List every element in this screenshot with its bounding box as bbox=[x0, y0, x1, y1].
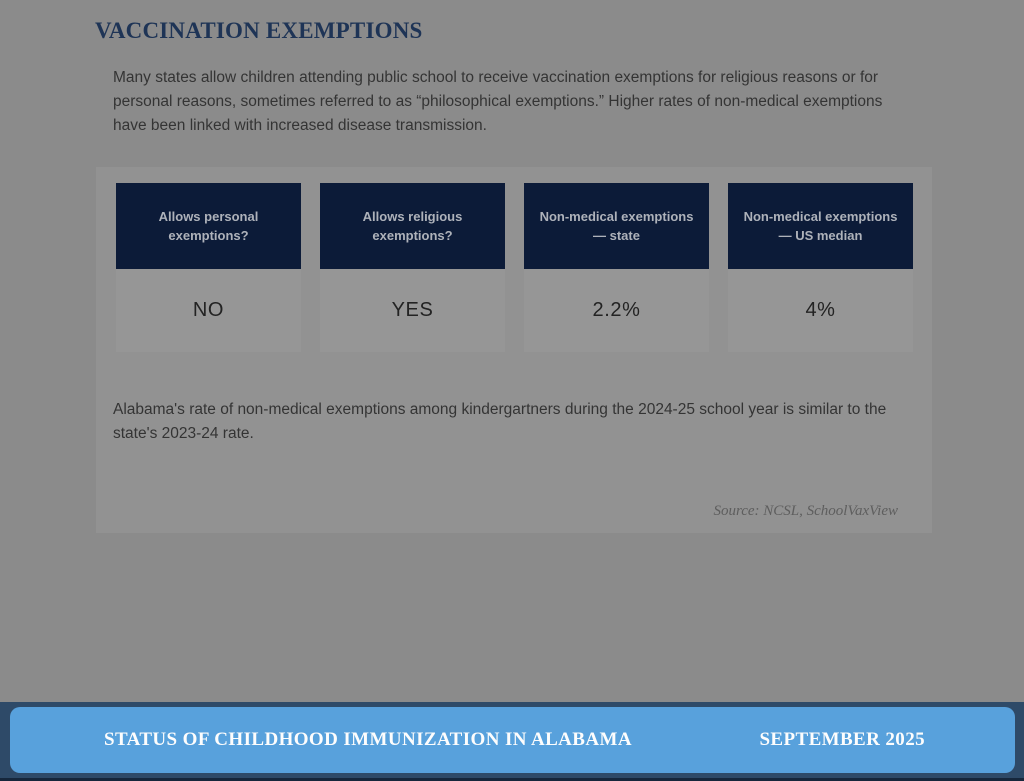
stat-label-line: Non-medical exemptions bbox=[743, 209, 898, 224]
stat-header-nonmedical-state bbox=[524, 183, 709, 269]
stat-label-line: exemptions? bbox=[372, 228, 453, 243]
stat-card-nonmedical-us-median bbox=[728, 183, 913, 352]
stat-card-personal-exemptions bbox=[116, 183, 301, 352]
stat-value-nonmedical-us-median: 4% bbox=[728, 269, 913, 352]
stat-label-line: Non-medical exemptions bbox=[539, 209, 694, 224]
stat-value-religious-exemptions: YES bbox=[320, 269, 505, 352]
stat-label-line: — US median bbox=[778, 228, 863, 243]
intro-paragraph: Many states allow children attending public school to receive vaccination exemptions for religious reasons or for personal reasons, sometimes referred to as “philosophical exemptions.” Higher rates of non-medical exemptions have been linked with increased disease transmission. bbox=[113, 69, 883, 134]
stat-value-personal-exemptions: NO bbox=[116, 269, 301, 352]
note-paragraph: Alabama's rate of non-medical exemptions among kindergartners during the 2024-25 school year is similar to the state's 2023-24 rate. bbox=[113, 401, 887, 442]
stat-header-religious-exemptions bbox=[320, 183, 505, 269]
stat-card-nonmedical-state bbox=[524, 183, 709, 352]
exemptions-panel bbox=[96, 167, 932, 533]
footer-date: SEPTEMBER 2025 bbox=[759, 729, 925, 750]
page-title: VACCINATION EXEMPTIONS bbox=[95, 18, 423, 43]
stat-label-line: exemptions? bbox=[168, 228, 249, 243]
stat-label-line: Allows personal bbox=[158, 209, 259, 224]
stat-header-nonmedical-us-median bbox=[728, 183, 913, 269]
stat-header-personal-exemptions bbox=[116, 183, 301, 269]
stat-card-religious-exemptions bbox=[320, 183, 505, 352]
stat-cards bbox=[116, 183, 913, 352]
footer-bar bbox=[10, 707, 1015, 773]
stat-label-line: — state bbox=[593, 228, 640, 243]
footer-frame bbox=[0, 702, 1024, 781]
stat-label-line: Allows religious bbox=[362, 209, 463, 224]
footer-title: STATUS OF CHILDHOOD IMMUNIZATION IN ALABAMA bbox=[104, 729, 632, 750]
stat-value-nonmedical-state: 2.2% bbox=[524, 269, 709, 352]
source-citation: Source: NCSL, SchoolVaxView bbox=[713, 503, 898, 519]
